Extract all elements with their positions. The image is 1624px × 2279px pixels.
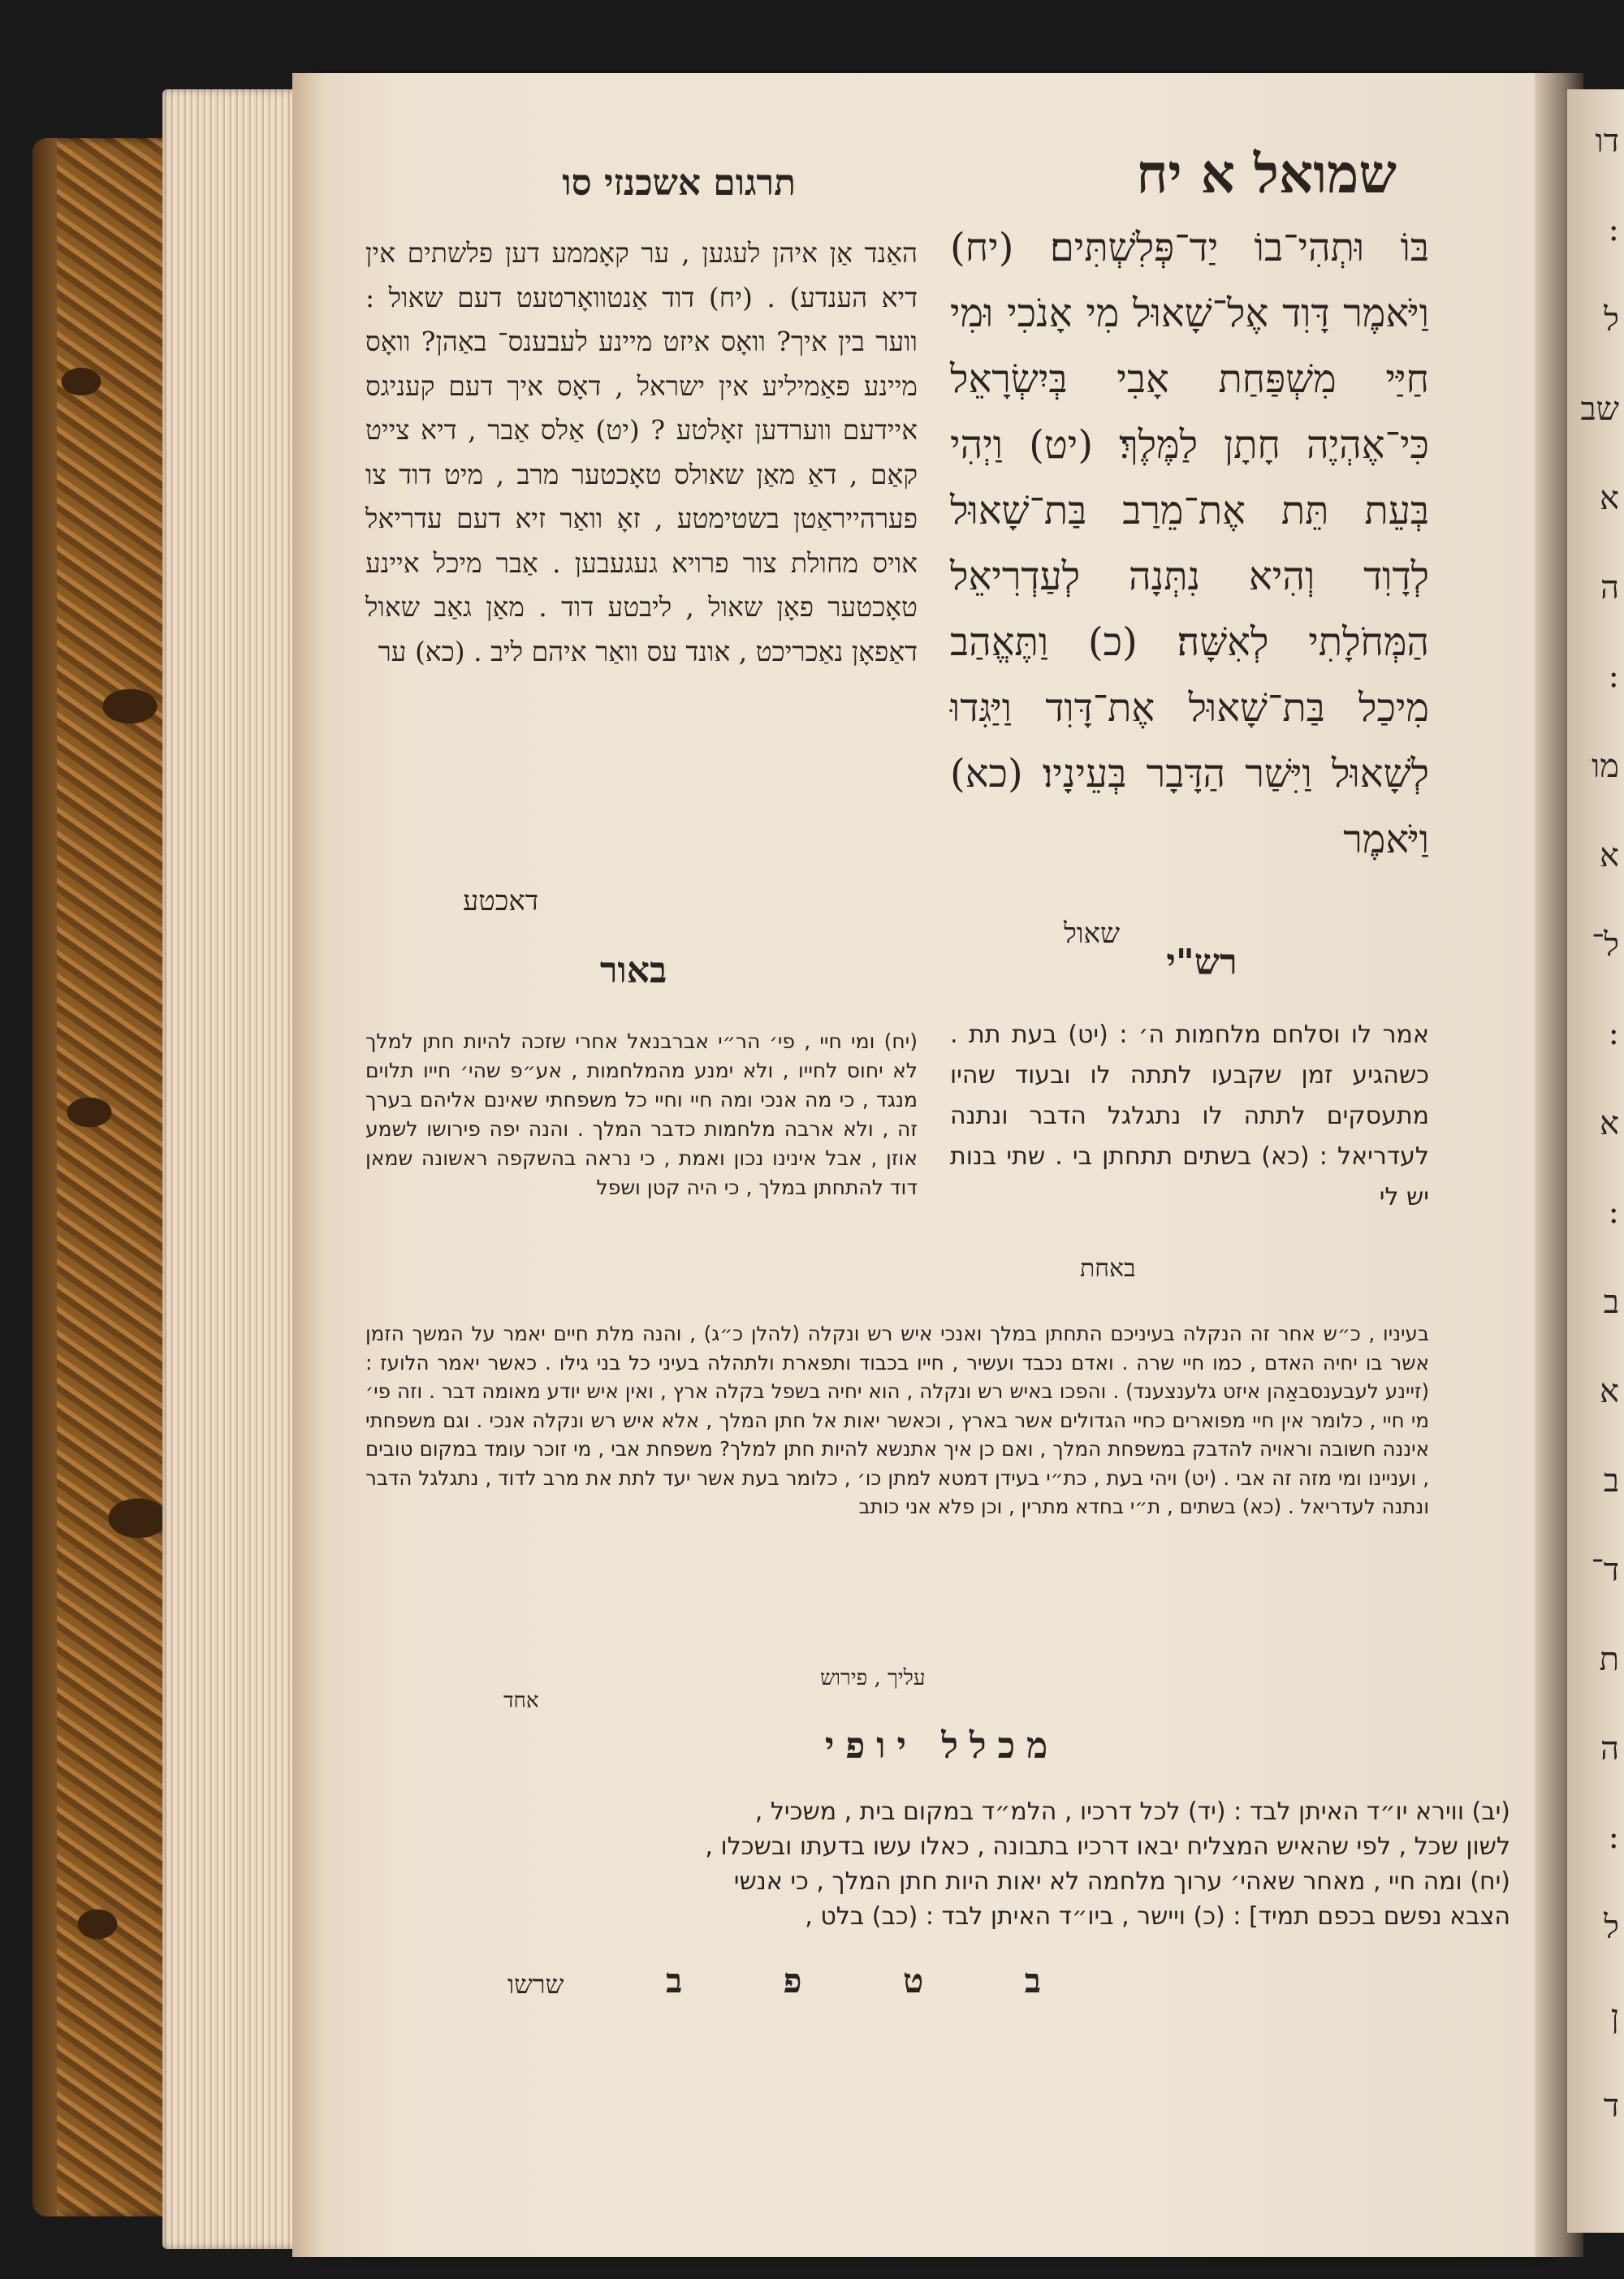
yiddish-translation-text: האַנד אַן איהן לעגען , ער קאָממע דען פלשתים אין דיא הענדע) . (יח) דוד אַנטוואָרטעט דעם שאול : ווער בין איך? וואָס איזט מיינע לעבענס־ באַהן? וואָס מיינע פאַמיליע אין ישראל , דאָס איך דעם קעניגס איידעם ווערדען זאָלטע ? (יט) אַלס אַבר , דיא צייט קאַם , דאַ מאַן שאולס טאָכטער מרב , מיט דוד צו פערהייראַטן בשטימטע , זאָ וואַר זיא דעם עדריאל אויס מחולת צור פרויא געגעבען . אַבר מיכל איינע טאָכטער פאָן שאול , ליבטע דוד . מאַן גאַב שאול דאַפאָן נאַכריכט , אונד עס וואַר איהם ליב . (כא) ער	[365, 237, 918, 667]
facing-page-glyph: :	[1608, 1193, 1619, 1231]
facing-page-glyph: ת	[1599, 1641, 1619, 1678]
facing-page-glyph: ל	[1604, 1909, 1619, 1946]
cover-edge	[32, 138, 57, 2216]
facing-page-glyph: ל־	[1591, 926, 1619, 964]
facing-page-glyph: :	[1608, 211, 1619, 248]
facing-page-glyph: :	[1608, 1015, 1619, 1052]
facing-page-glyph: א	[1599, 1105, 1619, 1142]
biur-catchword-aleph: אחד	[503, 1689, 539, 1713]
facing-page-glyph: ה	[1600, 569, 1619, 606]
facing-page-glyph: א	[1599, 1373, 1619, 1410]
running-title-book: שמואל א יח	[1136, 142, 1397, 205]
page-catchword: שרשו	[508, 1969, 564, 2000]
facing-page-glyph: ב	[1603, 1284, 1619, 1321]
biur-commentary-full: בעיניו , כ״ש אחר זה הנקלה בעיניכם התחתן במלך ואנכי איש רש ונקלה (להלן כ״ג) , והנה מלת חיים יאמר על המשך הזמן אשר בו יחיה האדם , כמו חיי שרה . ואדם נכבד ועשיר , חייו בכבוד ותפארת ולתהלה בעיני כל בני גילו . כאשר יאמר הלועז : (זיינע לעבענסבאַהן איזט גלענצענד) . והפכו באיש רש ונקלה , הוא יחיה בשפל בקלה ארץ , ואין איש יודע מאומה דבר . וזה פי׳ מי חיי , כלומר אין חיי מפוארים כחיי הגדולים אשר בארץ , וכאשר יאות אל חתן המלך , אלא איש רש ונקלה אנכי . וגם משפחתי איננה חשובה וראויה להדבק במשפחת המלך , ואם כן איך אתנשא להיות חתן למלך? משפחת אבי , מי זוכר עומד במקום טובים , ועניינו ומי מזה זה אבי . (יט) ויהי בעת , כת״י בעידן דמטא למתן כו׳ , כלומר בעת אשר יעד לתת את מרב לדוד , נתגלגל הדבר ונתנה לעדריאל . (כא) בשתים , ת״י בחדא מתרין , וכן פלא אני כותב	[365, 1322, 1429, 1518]
hebrew-catchword: שאול	[1064, 917, 1121, 950]
facing-page-glyph: :	[1608, 658, 1619, 695]
mikhlal-yofi-commentary	[365, 1794, 1510, 1934]
rashi-commentary: אמר לו וסלחם מלחמות ה׳ : (יט) בעת תת . כשהגיע זמן שקבעו לתתה לו ובעוד שהיו מתעסקים לתתה לו נתגלגל הדבר ונתנה לעדריאל : (כא) בשתים תתחתן בי . שתי בנות יש לי	[950, 1021, 1429, 1211]
facing-page-glyph: ה	[1600, 1730, 1619, 1768]
facing-page-glyph: ן	[1610, 1998, 1619, 2035]
facing-page-glyph: ב	[1603, 1462, 1619, 1500]
printer-signature-marks: ב ט פ ב	[666, 1961, 1047, 2001]
facing-page-glyph: דו	[1595, 123, 1619, 160]
running-title-translation: תרגום אשכנזי סו	[562, 162, 796, 204]
mikhlal-line: (יב) ווירא יו״ד האיתן לבד : (יד) לכל דרכיו , הלמ״ד במקום בית , משכיל ,	[754, 1798, 1510, 1826]
facing-page-glyph: שב	[1580, 391, 1619, 428]
hebrew-bible-text: בּוֹ וּתְהִי־בוֹ יַד־פְּלִשְׁתִּים׃ (יח) וַיֹּאמֶר דָּוִד אֶל־שָׁאוּל מִי אָנֹכִי וּמִי חַיַּי מִשְׁפַּחַת אָבִי בְּיִשְׂרָאֵל כִּי־אֶהְיֶה חָתָן לַמֶּלֶךְ׃ (יט) וַיְהִי בְּעֵת תֵּת אֶת־מֵרַב בַּת־שָׁאוּל לְדָוִד וְהִיא נִתְּנָה לְעַדְרִיאֵל הַמְּחֹלָתִי לְאִשָּׁה׃ (כ) וַתֶּאֱהַב מִיכַל בַּת־שָׁאוּל אֶת־דָּוִד וַיַּגִּדוּ לְשָׁאוּל וַיִּשַׁר הַדָּבָר בְּעֵינָיו׃ (כא) וַיֹּאמֶר	[950, 225, 1429, 862]
facing-page-edge	[1567, 89, 1624, 2233]
facing-page-glyph: ד־	[1591, 1552, 1619, 1589]
facing-page-glyph: ד	[1603, 2087, 1619, 2125]
facing-page-glyph: א	[1599, 480, 1619, 517]
facing-page-glyph: א	[1599, 837, 1619, 874]
biur-commentary-upper: (יח) ומי חיי , פי׳ הר״י אברבנאל אחרי שזכה להיות חתן למלך לא יחוס לחייו , ולא ימנע מהמלחמות , אע״פ שהי׳ חייו תלוים מנגד , כי מה אנכי ומה חיי וחיי כל משפחתי שאינם אליהם בערך זה , ולא ארבה מלחמות כדבר המלך . והנה יפה פירושו לשמע אוזן , אבל אינינו נכון ואמת , כי נראה בהשקפה ראשונה שמאן דוד להתחתן במלך , כי היה קטן ושפל	[365, 1029, 918, 1199]
facing-page-glyph: מו	[1592, 748, 1619, 785]
mikhlal-yofi-title: מכלל יופי	[824, 1725, 1060, 1767]
facing-page-glyph: ל	[1604, 301, 1619, 339]
mikhlal-line: לשון שכל , לפי שהאיש המצליח יבאו דרכיו בתבונה , כאלו עשו בדעתו ובשכלו ,	[705, 1832, 1510, 1861]
mikhlal-line: הצבא נפשם בכפם תמיד] : (כ) ויישר , ביו״ד האיתן לבד : (כב) בלט ,	[805, 1902, 1510, 1931]
rashi-catchword: באחת	[1080, 1254, 1136, 1283]
biur-continuation: עליך , פירוש	[820, 1666, 926, 1690]
biur-title: באור	[599, 950, 667, 991]
facing-page-glyph: :	[1608, 1819, 1619, 1856]
yiddish-catchword: דאכטע	[463, 885, 539, 917]
mikhlal-line: (יח) ומה חיי , מאחר שאהי׳ ערוך מלחמה לא יאות היות חתן המלך , כי אנשי	[733, 1867, 1510, 1896]
rashi-title: רש"י	[1166, 942, 1237, 983]
page-gutter	[292, 73, 325, 2257]
